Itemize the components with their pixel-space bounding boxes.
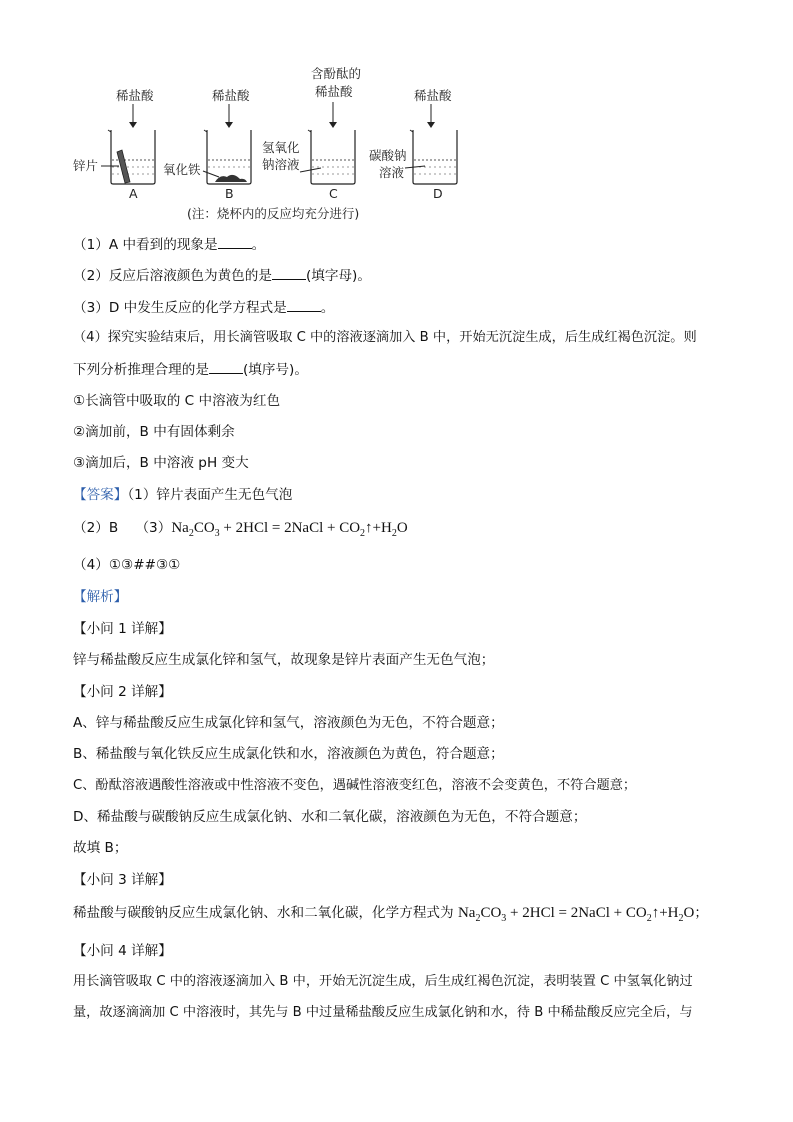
answer-line-4: （4）①③##③①: [73, 557, 181, 573]
chemical-equation: $Na_2CO_3 + 2HCl$ = 2NaCl + $CO_2↑+H_2O$: [171, 520, 408, 539]
answer-line-1: 【答案】（1）锌片表面产生无色气泡: [73, 487, 293, 503]
section-4-line1: 用长滴管吸取 C 中的溶液逐滴加入 B 中，开始无沉淀生成，后生成红褐色沉淀，表明装置 C 中氢氧化钠过: [73, 974, 693, 989]
option-2: ②滴加前，B 中有固体剩余: [73, 424, 235, 440]
chemical-equation-2: $Na_2CO_3 + 2HCl$ = 2NaCl + $CO_2↑+H_2O$: [457, 905, 695, 924]
answer-blank: [218, 235, 252, 249]
question-4-line2: 下列分析推理合理的是 (填序号)。: [73, 362, 308, 378]
experiment-figure: [73, 60, 495, 230]
option-1: ①长滴管中吸取的 C 中溶液为红色: [73, 393, 281, 409]
answer-line-2: （2）B $(3)Na_2CO_3 + 2HCl$ = 2NaCl + $CO_2↑+H_2O$: [73, 520, 408, 539]
section-2-b: B、稀盐酸与氧化铁反应生成氯化铁和水，溶液颜色为黄色，符合题意；: [73, 746, 504, 762]
section-4-title: 【小问 4 详解】: [73, 943, 172, 959]
label-a-top: 稀盐酸: [116, 88, 154, 103]
section-2-c: C、酚酞溶液遇酸性溶液或中性溶液不变色，遇碱性溶液变红色，溶液不会变黄色，不符合题意；: [73, 778, 637, 793]
analysis-tag: 【解析】: [73, 589, 128, 605]
option-3: ③滴加后，B 中溶液 pH 变大: [73, 455, 249, 471]
label-a-side: 锌片: [73, 158, 99, 173]
question-4-line1: （4）探究实验结束后，用长滴管吸取 C 中的溶液逐滴加入 B 中，开始无沉淀生成，后生成红褐色沉淀。则: [73, 330, 697, 345]
label-c-id: C: [329, 186, 338, 201]
label-b-id: B: [225, 186, 234, 201]
beaker-d: [369, 88, 457, 201]
section-3-text: 稀盐酸与碳酸钠反应生成氯化钠、水和二氧化碳，化学方程式为 $Na_2CO_3 + 2HCl$ = 2NaCl + $CO_2↑+H_2O$；: [73, 905, 708, 924]
answer-blank: [272, 266, 306, 280]
label-d-top: 稀盐酸: [414, 88, 452, 103]
beaker-diagram: [73, 60, 495, 230]
section-1-title: 【小问 1 详解】: [73, 621, 172, 637]
question-3: （3）D 中发生反应的化学方程式是 。: [73, 300, 335, 316]
label-a-id: A: [129, 186, 138, 201]
label-d-id: D: [433, 186, 443, 201]
section-2-a: A、锌与稀盐酸反应生成氯化锌和氢气，溶液颜色为无色，不符合题意；: [73, 715, 504, 731]
question-2: （2）反应后溶液颜色为黄色的是 (填字母)。: [73, 268, 371, 284]
label-b-side: 氧化铁: [163, 162, 201, 177]
beaker-b: [163, 88, 251, 201]
answer-tag: 【答案】: [73, 487, 128, 503]
label-c-side-2: 钠溶液: [262, 157, 300, 172]
answer-blank: [209, 360, 243, 374]
label-c-top-2: 稀盐酸: [315, 84, 353, 99]
section-3-title: 【小问 3 详解】: [73, 872, 172, 888]
figure-caption: (注：烧杯内的反应均充分进行): [187, 206, 360, 221]
section-2-d: D、稀盐酸与碳酸钠反应生成氯化钠、水和二氧化碳，溶液颜色为无色，不符合题意；: [73, 809, 587, 825]
label-c-top-1: 含酚酞的: [311, 66, 362, 81]
section-2-title: 【小问 2 详解】: [73, 684, 172, 700]
section-2-end: 故填 B；: [73, 840, 128, 856]
section-4-line2: 量，故逐滴滴加 C 中溶液时，其先与 B 中过量稀盐酸反应生成氯化钠和水，待 B 中稀盐酸反应完全后，与: [73, 1005, 693, 1020]
answer-blank: [287, 298, 321, 312]
beaker-c: [262, 66, 361, 201]
question-1: （1）A 中看到的现象是 。: [73, 237, 266, 253]
section-1-text: 锌与稀盐酸反应生成氯化锌和氢气，故现象是锌片表面产生无色气泡；: [73, 652, 495, 668]
label-b-top: 稀盐酸: [212, 88, 250, 103]
beaker-a: [73, 88, 155, 201]
label-d-side-1: 碳酸钠: [369, 148, 407, 163]
label-c-side-1: 氢氧化: [262, 140, 300, 155]
label-d-side-2: 溶液: [379, 165, 405, 180]
